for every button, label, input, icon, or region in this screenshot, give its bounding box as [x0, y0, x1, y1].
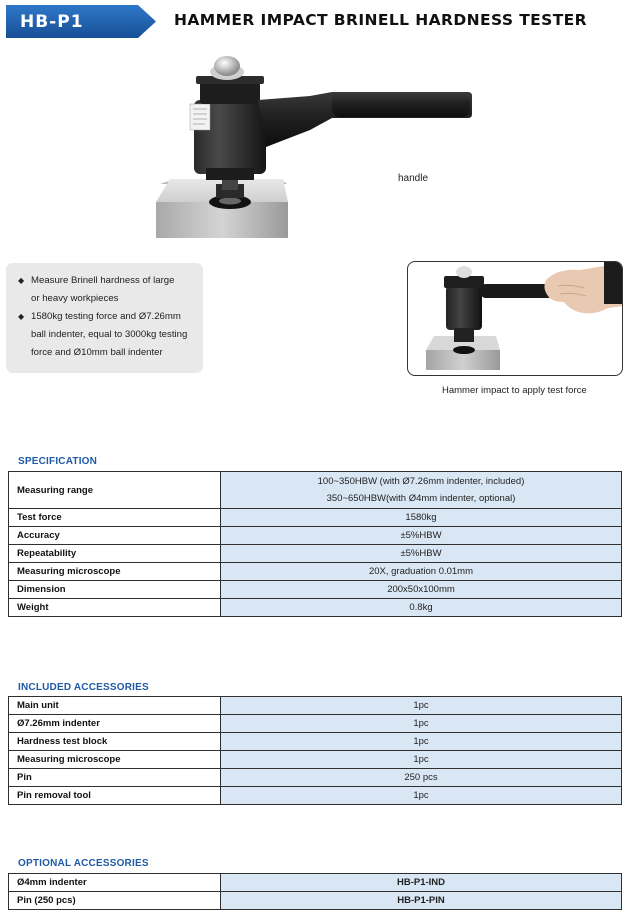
optional-accessories-table [8, 873, 622, 910]
accessory-key: Pin (250 pcs) [9, 892, 221, 910]
photo-caption: Hammer impact to apply test force [442, 385, 587, 396]
table-row [9, 472, 622, 509]
accessory-value: 1pc [221, 751, 622, 769]
feature-item-continued [18, 290, 195, 308]
usage-photo [407, 261, 623, 376]
page-title: HAMMER IMPACT BRINELL HARDNESS TESTER [174, 11, 588, 29]
included-accessories-title: INCLUDED ACCESSORIES [18, 682, 149, 693]
feature-text: ball indenter, equal to 3000kg testing [31, 329, 188, 340]
table-row [9, 527, 622, 545]
accessory-key: Hardness test block [9, 733, 221, 751]
table-row [9, 509, 622, 527]
accessory-value: 1pc [221, 715, 622, 733]
table-row [9, 751, 622, 769]
accessory-part-number: HB-P1-PIN [221, 892, 622, 910]
spec-key: Measuring microscope [9, 563, 221, 581]
product-image [150, 52, 480, 247]
accessory-value: 1pc [221, 733, 622, 751]
hand-hammer-image [408, 262, 623, 376]
table-row [9, 697, 622, 715]
spec-key: Dimension [9, 581, 221, 599]
table-row [9, 581, 622, 599]
spec-value-line: 100~350HBW (with Ø7.26mm indenter, included) [317, 476, 525, 487]
accessory-value: 1pc [221, 697, 622, 715]
spec-value-line: 350~650HBW(with Ø4mm indenter, optional) [326, 493, 516, 504]
feature-item [18, 272, 195, 290]
specification-title: SPECIFICATION [18, 456, 98, 467]
accessory-key: Measuring microscope [9, 751, 221, 769]
spec-key: Repeatability [9, 545, 221, 563]
accessory-value: 1pc [221, 787, 622, 805]
feature-item-continued [18, 326, 195, 344]
handle-label: handle [398, 173, 429, 184]
spec-value: 0.8kg [221, 599, 622, 617]
accessory-key: Main unit [9, 697, 221, 715]
spec-value: ±5%HBW [221, 527, 622, 545]
table-row [9, 874, 622, 892]
spec-value: 20X, graduation 0.01mm [221, 563, 622, 581]
spec-key: Measuring range [9, 472, 221, 509]
feature-text: 1580kg testing force and Ø7.26mm [31, 311, 181, 322]
table-row [9, 563, 622, 581]
accessory-key: Ø7.26mm indenter [9, 715, 221, 733]
table-row [9, 733, 622, 751]
table-row [9, 715, 622, 733]
spec-value: 1580kg [221, 509, 622, 527]
feature-text: Measure Brinell hardness of large [31, 275, 175, 286]
spec-key: Weight [9, 599, 221, 617]
feature-text: or heavy workpieces [31, 293, 119, 304]
table-row [9, 769, 622, 787]
table-row [9, 892, 622, 910]
spec-value: 200x50x100mm [221, 581, 622, 599]
feature-text: force and Ø10mm ball indenter [31, 347, 163, 358]
diamond-bullet-icon: ◆ [18, 312, 25, 321]
spec-key: Test force [9, 509, 221, 527]
feature-item-continued [18, 344, 195, 362]
diamond-bullet-icon: ◆ [18, 276, 25, 285]
specification-table [8, 471, 622, 617]
model-label: HB-P1 [20, 12, 84, 32]
feature-item [18, 308, 195, 326]
table-row [9, 545, 622, 563]
spec-value: ±5%HBW [221, 545, 622, 563]
included-accessories-table [8, 696, 622, 805]
table-row [9, 599, 622, 617]
table-row [9, 787, 622, 805]
model-tab [6, 5, 156, 38]
accessory-key: Pin removal tool [9, 787, 221, 805]
spec-key: Accuracy [9, 527, 221, 545]
accessory-key: Pin [9, 769, 221, 787]
features-box [6, 263, 203, 373]
optional-accessories-title: OPTIONAL ACCESSORIES [18, 858, 149, 869]
accessory-part-number: HB-P1-IND [221, 874, 622, 892]
accessory-value: 250 pcs [221, 769, 622, 787]
accessory-key: Ø4mm indenter [9, 874, 221, 892]
spec-value [221, 472, 622, 509]
